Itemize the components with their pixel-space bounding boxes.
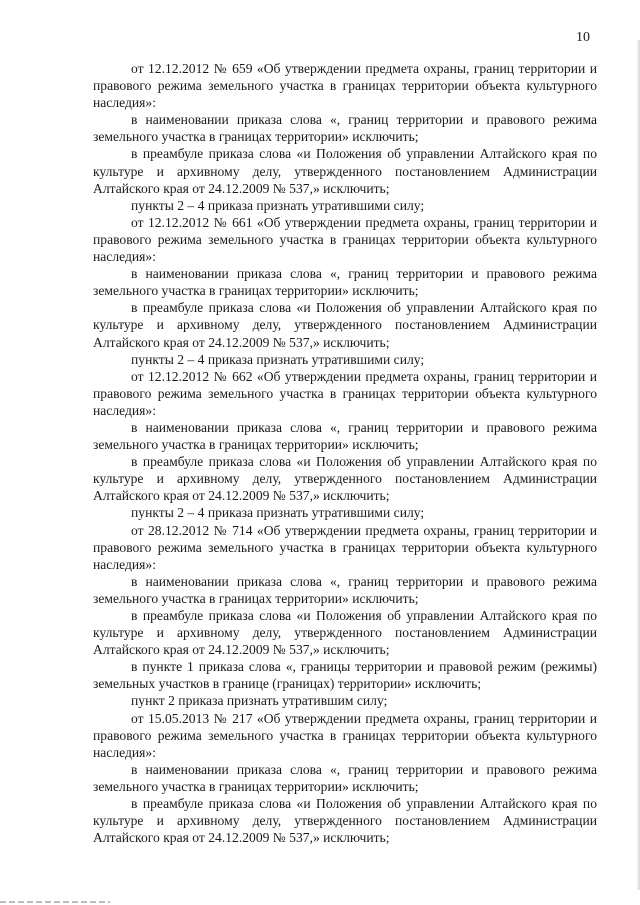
paragraph: в преамбуле приказа слова «и Положения об управлении Алтайского края по культуре и архивному делу, утвержденного постановлением Администрации Алтайского края от 24.12.2009 № 537,» исключить; (93, 608, 597, 658)
document-body (93, 60, 597, 846)
paragraph: пункт 2 приказа признать утратившим силу; (131, 693, 388, 709)
paragraph: в наименовании приказа слова «, границ территории и правового режима земельного участка в границах территории» исключить; (93, 761, 597, 794)
scan-bottom-mark (0, 901, 110, 903)
page-number: 10 (576, 30, 590, 45)
paragraph: в преамбуле приказа слова «и Положения об управлении Алтайского края по культуре и архивному делу, утвержденного постановлением Администрации Алтайского края от 24.12.2009 № 537,» исключить; (93, 300, 597, 350)
paragraph: от 12.12.2012 № 661 «Об утверждении предмета охраны, границ территории и правового режима земельного участка в границах территории объекта культурного наследия»: (93, 214, 597, 265)
paragraph: в наименовании приказа слова «, границ территории и правового режима земельного участка в границах территории» исключить; (93, 112, 597, 145)
paragraph: от 28.12.2012 № 714 «Об утверждении предмета охраны, границ территории и правового режима земельного участка в границах территории объекта культурного наследия»: (93, 522, 597, 572)
paragraph: в преамбуле приказа слова «и Положения об управлении Алтайского края по культуре и архивному делу, утвержденного постановлением Администрации Алтайского края от 24.12.2009 № 537,» исключить; (93, 454, 597, 504)
paragraph: от 12.12.2012 № 662 «Об утверждении предмета охраны, границ территории и правового режима земельного участка в границах территории объекта культурного наследия»: (93, 368, 597, 418)
paragraph: пункты 2 – 4 приказа признать утратившими силу; (131, 197, 425, 213)
paragraph: пункты 2 – 4 приказа признать утратившими силу; (131, 351, 425, 367)
paragraph: от 15.05.2013 № 217 «Об утверждении предмета охраны, границ территории и правового режима земельного участка в границах территории объекта культурного наследия»: (93, 710, 597, 760)
paragraph: в наименовании приказа слова «, границ территории и правового режима земельного участка в границах территории» исключить; (93, 419, 597, 453)
scan-edge-shadow (636, 40, 640, 890)
paragraph: в наименовании приказа слова «, границ территории и правового режима земельного участка в границах территории» исключить; (93, 266, 597, 299)
paragraph: от 12.12.2012 № 659 «Об утверждении предмета охраны, границ территории и правового режима земельного участка в границах территории объекта культурного наследия»: (93, 61, 597, 111)
paragraph: в преамбуле приказа слова «и Положения об управлении Алтайского края по культуре и архивному делу, утвержденного постановлением Администрации Алтайского края от 24.12.2009 № 537,» исключить; (93, 146, 597, 196)
paragraph: в наименовании приказа слова «, границ территории и правового режима земельного участка в границах территории» исключить; (93, 573, 597, 606)
paragraph: в пункте 1 приказа слова «, границы территории и правовой режим (режимы) земельных участков в границе (границах) территории» исключить; (93, 659, 597, 692)
paragraph: пункты 2 – 4 приказа признать утратившими силу; (131, 505, 425, 521)
paragraph: в преамбуле приказа слова «и Положения об управлении Алтайского края по культуре и архивному делу, утвержденного постановлением Администрации Алтайского края от 24.12.2009 № 537,» исключить; (93, 796, 597, 846)
